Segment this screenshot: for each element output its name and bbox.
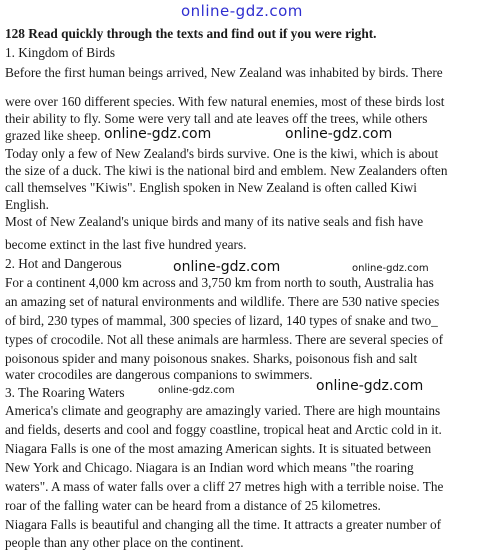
text-line: New York and Chicago. Niagara is an Indian word which means "the roaring (5, 460, 414, 475)
text-line: were over 160 different species. With few natural enemies, most of these birds lost (5, 94, 445, 109)
text-line: English. (5, 197, 49, 212)
text-line: Today only a few of New Zealand's birds survive. One is the kiwi, which is about (5, 146, 439, 161)
text-line: call themselves "Kiwis". English spoken in New Zealand is often called Kiwi (5, 180, 417, 195)
text-line: Before the first human beings arrived, New Zealand was inhabited by birds. There (5, 65, 443, 80)
text-line: waters". A mass of water falls over a cliff 27 metres high with a terrible noise. The (5, 479, 444, 494)
section-heading: 1. Kingdom of Birds (5, 45, 116, 60)
watermark: online-gdz.com (173, 259, 281, 275)
text-line: America's climate and geography are amazingly varied. There are high mountains (5, 403, 441, 418)
watermark: online-gdz.com (285, 126, 393, 142)
text-line: Niagara Falls is one of the most amazing American sights. It is situated between (5, 441, 432, 456)
text-line: and fields, deserts and cool and foggy coastline, tropical heat and Arctic cold in it. (5, 422, 442, 437)
text-line: roar of the falling water can be heard from a distance of 25 kilometres. (5, 498, 381, 513)
watermark: online-gdz.com (316, 378, 424, 394)
text-line: types of crocodile. Not all these animals are harmless. There are several species of (5, 332, 444, 347)
section-heading: 3. The Roaring Waters (5, 385, 125, 400)
text-line: an amazing set of natural environments and wildlife. There are 530 native species (5, 294, 440, 309)
text-line: For a continent 4,000 km across and 3,750 km from north to south, Australia has (5, 275, 434, 290)
text-line: become extinct in the last five hundred years. (5, 237, 247, 252)
watermark: online-gdz.com (158, 385, 235, 396)
text-line: poisonous spider and many poisonous snakes. Sharks, poisonous fish and salt (5, 351, 418, 366)
section-heading: 2. Hot and Dangerous (5, 256, 122, 271)
exercise-title: 128 Read quickly through the texts and find out if you were right. (5, 26, 377, 41)
text-line: Most of New Zealand's unique birds and many of its native seals and fish have (5, 214, 424, 229)
watermark: online-gdz.com (104, 126, 212, 142)
text-line: their ability to fly. Some were very tall and ate leaves off the trees, while others (5, 111, 428, 126)
watermark-top: online-gdz.com (181, 2, 303, 20)
text-line: people than any other place on the continent. (5, 535, 244, 550)
text-line: water crocodiles are dangerous companions to swimmers. (5, 367, 313, 382)
text-line: Niagara Falls is beautiful and changing all the time. It attracts a greater number of (5, 517, 442, 532)
text-line: of bird, 230 types of mammal, 300 species of lizard, 140 types of snake and two_ (5, 313, 438, 328)
watermark: online-gdz.com (352, 263, 429, 274)
text-line: the size of a duck. The kiwi is the national bird and emblem. New Zealanders often (5, 163, 448, 178)
text-line: grazed like sheep. (5, 128, 101, 143)
